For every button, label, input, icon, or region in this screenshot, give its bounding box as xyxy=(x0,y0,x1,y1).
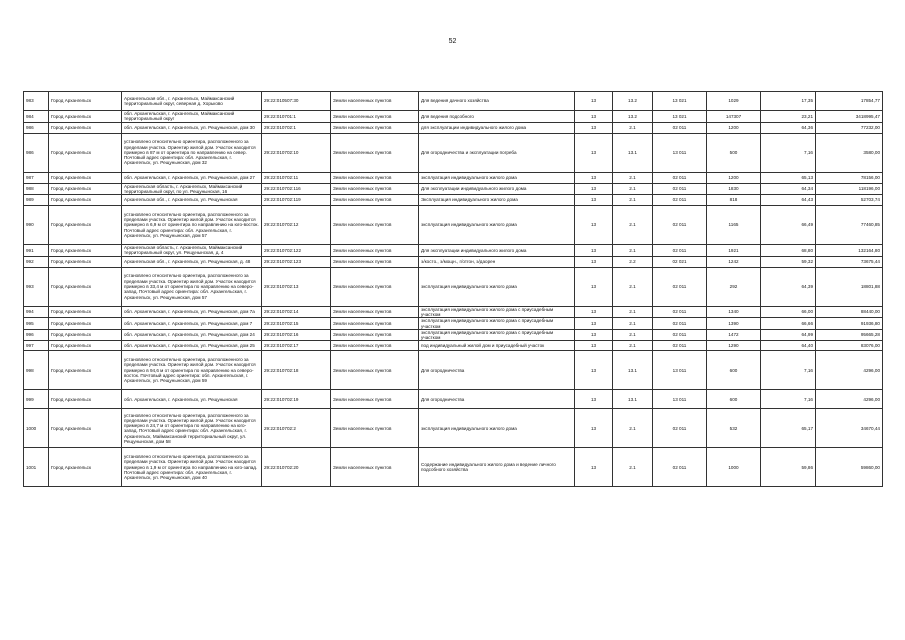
code-b-cell: 2.1 xyxy=(613,341,653,351)
land-category-cell: Земли населенных пунктов xyxy=(331,267,419,306)
specific-value-cell: 64,36 xyxy=(761,122,816,133)
cadastral-value-cell: 3418995,47 xyxy=(816,111,883,123)
code-c-cell: 02 011 xyxy=(653,122,707,133)
land-category-cell: Земли населенных пунктов xyxy=(331,195,419,206)
area-cell: 147307 xyxy=(707,111,761,123)
specific-value-cell: 64,40 xyxy=(761,341,816,351)
cadastral-value-cell: 91936,80 xyxy=(816,318,883,330)
cadastral-number-cell: 29:22:010702:12 xyxy=(262,206,331,245)
code-a-cell: 13 xyxy=(575,318,613,330)
land-category-cell: Земли населенных пунктов xyxy=(331,172,419,183)
area-cell: 1830 xyxy=(707,183,761,195)
municipality-cell: Город Архангельск xyxy=(49,195,122,206)
row-number-cell: 999 xyxy=(24,390,49,409)
municipality-cell: Город Архангельск xyxy=(49,351,122,390)
code-c-cell: 13 011 xyxy=(653,390,707,409)
code-c-cell: 02 011 xyxy=(653,267,707,306)
land-category-cell: Земли населенных пунктов xyxy=(331,111,419,123)
municipality-cell: Город Архангельск xyxy=(49,267,122,306)
municipality-cell: Город Архангельск xyxy=(49,306,122,318)
cadastral-value-cell: 4296,00 xyxy=(816,351,883,390)
table-row xyxy=(24,351,883,390)
land-category-cell: Земли населенных пунктов xyxy=(331,329,419,341)
land-category-cell: Земли населенных пунктов xyxy=(331,256,419,267)
code-b-cell: 2.1 xyxy=(613,448,653,487)
table-row xyxy=(24,256,883,267)
specific-value-cell: 17,35 xyxy=(761,92,816,111)
code-c-cell: 02 011 xyxy=(653,306,707,318)
row-number-cell: 992 xyxy=(24,256,49,267)
table-row xyxy=(24,92,883,111)
address-cell: Архангельская обл., г. Архангельск, ул. Рещунынская xyxy=(122,195,262,206)
land-category-cell: Земли населенных пунктов xyxy=(331,448,419,487)
permitted-use-cell: Для эксплуатации индивидуального жилого дома xyxy=(419,183,575,195)
municipality-cell: Город Архангельск xyxy=(49,390,122,409)
code-c-cell: 13 021 xyxy=(653,92,707,111)
code-b-cell: 2.1 xyxy=(613,183,653,195)
row-number-cell: 987 xyxy=(24,172,49,183)
code-a-cell: 13 xyxy=(575,133,613,172)
code-b-cell: 13.2 xyxy=(613,92,653,111)
code-a-cell: 13 xyxy=(575,122,613,133)
code-b-cell: 13.1 xyxy=(613,133,653,172)
cadastral-value-cell: 52703,74 xyxy=(816,195,883,206)
land-category-cell: Земли населенных пунктов xyxy=(331,92,419,111)
cadastral-value-cell: 34670,44 xyxy=(816,409,883,448)
area-cell: 1921 xyxy=(707,245,761,257)
code-c-cell: 13 011 xyxy=(653,133,707,172)
code-b-cell: 2.1 xyxy=(613,329,653,341)
area-cell: 1390 xyxy=(707,318,761,330)
permitted-use-cell: Для огородничества xyxy=(419,351,575,390)
cadastral-value-cell: 59860,00 xyxy=(816,448,883,487)
municipality-cell: Город Архангельск xyxy=(49,183,122,195)
cadastral-value-cell: 4296,00 xyxy=(816,390,883,409)
municipality-cell: Город Архангельск xyxy=(49,341,122,351)
area-cell: 818 xyxy=(707,195,761,206)
cadastral-number-cell: 29:22:010702:11 xyxy=(262,172,331,183)
table-row xyxy=(24,172,883,183)
permitted-use-cell: эксплуатация индивидуального жилого дома с приусадебным участком xyxy=(419,318,575,330)
specific-value-cell: 64,43 xyxy=(761,195,816,206)
address-cell: установлено относительно ориентира, расположенного за пределами участка. Ориентир жилой дом. Участок находится примерно в 33,4 м от ориентира по направлению на северо-запад. Почтовый адрес ориентира: обл. Архангельская, г. Архангельск, ул. Рещунынская, дом 57 xyxy=(122,267,262,306)
cadastral-number-cell: 29:22:010507:30 xyxy=(262,92,331,111)
address-cell: обл. Архангельская, г. Архангельск, ул. Рещунынская, дом 7а xyxy=(122,306,262,318)
specific-value-cell: 66,00 xyxy=(761,306,816,318)
land-category-cell: Земли населенных пунктов xyxy=(331,206,419,245)
code-a-cell: 13 xyxy=(575,351,613,390)
municipality-cell: Город Архангельск xyxy=(49,256,122,267)
code-b-cell: 2.1 xyxy=(613,122,653,133)
address-cell: Архангельская область, г. Архангельск, Маймаксанский территориальный округ, ул. Рещунынская, д. 4 xyxy=(122,245,262,257)
specific-value-cell: 64,34 xyxy=(761,183,816,195)
specific-value-cell: 59,32 xyxy=(761,256,816,267)
specific-value-cell: 7,16 xyxy=(761,351,816,390)
table-row xyxy=(24,409,883,448)
cadastral-value-cell: 73675,44 xyxy=(816,256,883,267)
area-cell: 1200 xyxy=(707,172,761,183)
specific-value-cell: 64,39 xyxy=(761,267,816,306)
code-a-cell: 13 xyxy=(575,409,613,448)
code-c-cell: 02 011 xyxy=(653,409,707,448)
code-a-cell: 13 xyxy=(575,172,613,183)
code-c-cell: 13 011 xyxy=(653,351,707,390)
municipality-cell: Город Архангельск xyxy=(49,172,122,183)
cadastral-value-cell: 17854,77 xyxy=(816,92,883,111)
row-number-cell: 986 xyxy=(24,133,49,172)
code-b-cell: 2.1 xyxy=(613,318,653,330)
cadastral-number-cell: 29:22:010702:2 xyxy=(262,409,331,448)
land-category-cell: Земли населенных пунктов xyxy=(331,133,419,172)
table-row xyxy=(24,341,883,351)
area-cell: 600 xyxy=(707,390,761,409)
permitted-use-cell: для эксплуатации индивидуального жилого дома xyxy=(419,122,575,133)
address-cell: установлено относительно ориентира, расположенного за пределами участка. Ориентир жилой дом. Участок находится примерно в 94,6 м от ориентира по направлению на северо-восток. Почтовый адрес ориентира: обл. Архангельская, г. Архангельск, ул. Рещунынская, дом 59 xyxy=(122,351,262,390)
land-category-cell: Земли населенных пунктов xyxy=(331,122,419,133)
code-c-cell: 13 021 xyxy=(653,111,707,123)
area-cell: 1165 xyxy=(707,206,761,245)
land-category-cell: Земли населенных пунктов xyxy=(331,390,419,409)
municipality-cell: Город Архангельск xyxy=(49,329,122,341)
table-row xyxy=(24,183,883,195)
table-row xyxy=(24,133,883,172)
area-cell: 1340 xyxy=(707,306,761,318)
row-number-cell: 1001 xyxy=(24,448,49,487)
address-cell: обл. Архангельская, г. Архангельск, Маймаксанский территориальный округ xyxy=(122,111,262,123)
code-c-cell: 02 011 xyxy=(653,341,707,351)
address-cell: обл. Архангельская, г. Архангельск, ул. Рещунынская, дом 27 xyxy=(122,172,262,183)
table-row xyxy=(24,195,883,206)
cadastral-value-cell: 3580,00 xyxy=(816,133,883,172)
table-row xyxy=(24,318,883,330)
code-c-cell: 02 021 xyxy=(653,256,707,267)
code-b-cell: 2.2 xyxy=(613,256,653,267)
address-cell: обл. Архангельская, г. Архангельск, ул. Рещунынская, дом 25 xyxy=(122,341,262,351)
permitted-use-cell: Для огородничества xyxy=(419,390,575,409)
land-category-cell: Земли населенных пунктов xyxy=(331,409,419,448)
cadastral-number-cell: 29:22:010702:13 xyxy=(262,267,331,306)
row-number-cell: 989 xyxy=(24,195,49,206)
land-category-cell: Земли населенных пунктов xyxy=(331,245,419,257)
cadastral-value-cell: 78156,00 xyxy=(816,172,883,183)
cadastral-number-cell: 29:22:010702:123 xyxy=(262,256,331,267)
code-a-cell: 13 xyxy=(575,390,613,409)
specific-value-cell: 64,99 xyxy=(761,329,816,341)
cadastral-value-cell: 132164,80 xyxy=(816,245,883,257)
cadastral-number-cell: 29:22:010702:122 xyxy=(262,245,331,257)
land-category-cell: Земли населенных пунктов xyxy=(331,318,419,330)
specific-value-cell: 59,86 xyxy=(761,448,816,487)
code-b-cell: 13.1 xyxy=(613,351,653,390)
table-row xyxy=(24,267,883,306)
area-cell: 500 xyxy=(707,133,761,172)
address-cell: обл. Архангельская, г. Архангельск, ул. Рещунынская, дом 7 xyxy=(122,318,262,330)
row-number-cell: 988 xyxy=(24,183,49,195)
code-a-cell: 13 xyxy=(575,245,613,257)
cadastral-value-cell: 83076,00 xyxy=(816,341,883,351)
table-row xyxy=(24,245,883,257)
code-b-cell: 2.1 xyxy=(613,267,653,306)
address-cell: Архангельская область, г. Архангельск, Маймаксанский территориальный округ, по ул. Рещунынская, 16 xyxy=(122,183,262,195)
cadastral-number-cell: 29:22:010702:19 xyxy=(262,390,331,409)
municipality-cell: Город Архангельск xyxy=(49,448,122,487)
cadastral-value-cell: 118196,00 xyxy=(816,183,883,195)
permitted-use-cell: Для ведения дачного хозяйства xyxy=(419,92,575,111)
cadastral-number-cell: 29:22:010702:10 xyxy=(262,133,331,172)
address-cell: обл. Архангельская, г. Архангельск, ул. Рещунынская, дом 24 xyxy=(122,329,262,341)
permitted-use-cell: Для огородничества и эксплуатации погреба xyxy=(419,133,575,172)
land-category-cell: Земли населенных пунктов xyxy=(331,183,419,195)
permitted-use-cell: эксплуатация индивидуального жилого дома xyxy=(419,267,575,306)
area-cell: 292 xyxy=(707,267,761,306)
permitted-use-cell: эксплуатация индивидуального жилого дома xyxy=(419,172,575,183)
code-a-cell: 13 xyxy=(575,195,613,206)
code-b-cell: 13.1 xyxy=(613,390,653,409)
specific-value-cell: 68,80 xyxy=(761,245,816,257)
address-cell: обл. Архангельская, г. Архангельск, ул. Рещунынская xyxy=(122,390,262,409)
cadastral-value-cell: 95665,28 xyxy=(816,329,883,341)
cadastral-value-cell: 77460,85 xyxy=(816,206,883,245)
cadastral-number-cell: 29:22:010702:20 xyxy=(262,448,331,487)
table-body xyxy=(24,92,883,487)
code-b-cell: 2.1 xyxy=(613,206,653,245)
area-cell: 532 xyxy=(707,409,761,448)
municipality-cell: Город Архангельск xyxy=(49,409,122,448)
address-cell: установлено относительно ориентира, расположенного за пределами участка. Ориентир жилой дом. Участок находится примерно в 1,9 м от ориентира по направлению на юго-запад. Почтовый адрес ориентира: обл. Архангельская, г. Архангельск, ул. Рещунынская, дом 40 xyxy=(122,448,262,487)
code-a-cell: 13 xyxy=(575,206,613,245)
address-cell: установлено относительно ориентира, расположенного за пределами участка. Ориентир жилой дом. Участок находится примерно в 87 м от ориентира по направлению на север. Почтовый адрес ориентира: обл. Архангельская, г. Архангельск, ул. Рещунынская, дом 32 xyxy=(122,133,262,172)
specific-value-cell: 65,13 xyxy=(761,172,816,183)
row-number-cell: 986 xyxy=(24,122,49,133)
code-c-cell: 02 011 xyxy=(653,318,707,330)
specific-value-cell: 66,66 xyxy=(761,318,816,330)
area-cell: 1000 xyxy=(707,448,761,487)
row-number-cell: 996 xyxy=(24,329,49,341)
specific-value-cell: 7,16 xyxy=(761,390,816,409)
land-category-cell: Земли населенных пунктов xyxy=(331,351,419,390)
code-c-cell: 02 011 xyxy=(653,329,707,341)
code-a-cell: 13 xyxy=(575,183,613,195)
code-c-cell: 02 011 xyxy=(653,195,707,206)
code-b-cell: 2.1 xyxy=(613,245,653,257)
permitted-use-cell: э/косто., э/мощн., г/отгон, э/даорен xyxy=(419,256,575,267)
specific-value-cell: 66,49 xyxy=(761,206,816,245)
code-a-cell: 13 xyxy=(575,267,613,306)
row-number-cell: 995 xyxy=(24,318,49,330)
permitted-use-cell: Для эксплуатации индивидуального жилого дома xyxy=(419,245,575,257)
table-row xyxy=(24,306,883,318)
cadastral-number-cell: 29:22:010702:15 xyxy=(262,318,331,330)
municipality-cell: Город Архангельск xyxy=(49,92,122,111)
row-number-cell: 1000 xyxy=(24,409,49,448)
table-row xyxy=(24,111,883,123)
code-b-cell: 2.1 xyxy=(613,172,653,183)
row-number-cell: 998 xyxy=(24,351,49,390)
code-a-cell: 13 xyxy=(575,341,613,351)
table-row xyxy=(24,329,883,341)
cadastral-number-cell: 29:22:010702:116 xyxy=(262,183,331,195)
code-b-cell: 2.1 xyxy=(613,195,653,206)
permitted-use-cell: под индивидуальный жилой дом и приусадебный участок xyxy=(419,341,575,351)
permitted-use-cell: эксплуатация индивидуального жилого дома с приусадебным участком xyxy=(419,306,575,318)
address-cell: Архангельская обл., г. Архангельск, ул. Рещунынская, д. 48 xyxy=(122,256,262,267)
land-category-cell: Земли населенных пунктов xyxy=(331,306,419,318)
code-b-cell: 13.2 xyxy=(613,111,653,123)
permitted-use-cell: Содержание индивидуального жилого дома и ведение личного подсобного хозяйства xyxy=(419,448,575,487)
specific-value-cell: 23,21 xyxy=(761,111,816,123)
area-cell: 1472 xyxy=(707,329,761,341)
code-a-cell: 13 xyxy=(575,256,613,267)
municipality-cell: Город Архангельск xyxy=(49,122,122,133)
address-cell: установлено относительно ориентира, расположенного за пределами участка. Ориентир жилой дом. Участок находится примерно в 6,9 м от ориентира по направлению на юго-восток. Почтовый адрес ориентира: обл. Архангельская, г. Архангельск, ул. Рещунынская, дом 57 xyxy=(122,206,262,245)
row-number-cell: 994 xyxy=(24,306,49,318)
code-b-cell: 2.1 xyxy=(613,409,653,448)
cadastral-number-cell: 29:22:010702:119 xyxy=(262,195,331,206)
permitted-use-cell: эксплуатация индивидуального жилого дома с приусадебным участком xyxy=(419,329,575,341)
row-number-cell: 983 xyxy=(24,92,49,111)
code-a-cell: 13 xyxy=(575,306,613,318)
cadastral-value-cell: 77232,00 xyxy=(816,122,883,133)
permitted-use-cell: эксплуатация индивидуального жилого дома xyxy=(419,409,575,448)
cadastral-value-cell: 88440,00 xyxy=(816,306,883,318)
row-number-cell: 991 xyxy=(24,245,49,257)
land-registry-table xyxy=(23,91,883,487)
cadastral-number-cell: 29:22:010702:17 xyxy=(262,341,331,351)
permitted-use-cell: Эксплуатация индивидуального жилого дома xyxy=(419,195,575,206)
area-cell: 600 xyxy=(707,351,761,390)
table-row xyxy=(24,122,883,133)
municipality-cell: Город Архангельск xyxy=(49,318,122,330)
cadastral-number-cell: 29:22:010702:14 xyxy=(262,306,331,318)
cadastral-number-cell: 29:22:010702:18 xyxy=(262,351,331,390)
permitted-use-cell: эксплуатация индивидуального жилого дома xyxy=(419,206,575,245)
code-c-cell: 02 011 xyxy=(653,172,707,183)
specific-value-cell: 7,16 xyxy=(761,133,816,172)
permitted-use-cell: Для ведения подсобного xyxy=(419,111,575,123)
area-cell: 1029 xyxy=(707,92,761,111)
code-a-cell: 13 xyxy=(575,92,613,111)
code-c-cell: 02 011 xyxy=(653,245,707,257)
address-cell: обл. Архангельская, г. Архангельск, ул. Рещунынская, дом 30 xyxy=(122,122,262,133)
code-a-cell: 13 xyxy=(575,448,613,487)
municipality-cell: Город Архангельск xyxy=(49,245,122,257)
code-a-cell: 13 xyxy=(575,329,613,341)
specific-value-cell: 65,17 xyxy=(761,409,816,448)
area-cell: 1200 xyxy=(707,122,761,133)
code-c-cell: 02 011 xyxy=(653,183,707,195)
land-category-cell: Земли населенных пунктов xyxy=(331,341,419,351)
cadastral-number-cell: 29:22:010701:1 xyxy=(262,111,331,123)
cadastral-number-cell: 29:22:010702:16 xyxy=(262,329,331,341)
table-row xyxy=(24,206,883,245)
row-number-cell: 997 xyxy=(24,341,49,351)
cadastral-number-cell: 29:22:010702:1 xyxy=(262,122,331,133)
page-number: 52 xyxy=(448,38,457,45)
area-cell: 1242 xyxy=(707,256,761,267)
code-c-cell: 02 011 xyxy=(653,448,707,487)
cadastral-value-cell: 18801,88 xyxy=(816,267,883,306)
municipality-cell: Город Архангельск xyxy=(49,206,122,245)
table-row xyxy=(24,390,883,409)
address-cell: Архангельская обл., г. Архангельск, Маймаксанский территориальный округ, северная д. Хорьково xyxy=(122,92,262,111)
code-b-cell: 2.1 xyxy=(613,306,653,318)
municipality-cell: Город Архангельск xyxy=(49,133,122,172)
area-cell: 1290 xyxy=(707,341,761,351)
code-c-cell: 02 011 xyxy=(653,206,707,245)
address-cell: установлено относительно ориентира, расположенного за пределами участка. Ориентир жилой дом. Участок находится примерно в 24,7 м от ориентира по направлению на юго-запад. Почтовый адрес ориентира: обл. Архангельская, г. Архангельск, Маймаксанский территориальный округ, ул. Рещунынская, дом 58 xyxy=(122,409,262,448)
row-number-cell: 984 xyxy=(24,111,49,123)
table-row xyxy=(24,448,883,487)
code-a-cell: 13 xyxy=(575,111,613,123)
municipality-cell: Город Архангельск xyxy=(49,111,122,123)
row-number-cell: 990 xyxy=(24,206,49,245)
row-number-cell: 993 xyxy=(24,267,49,306)
